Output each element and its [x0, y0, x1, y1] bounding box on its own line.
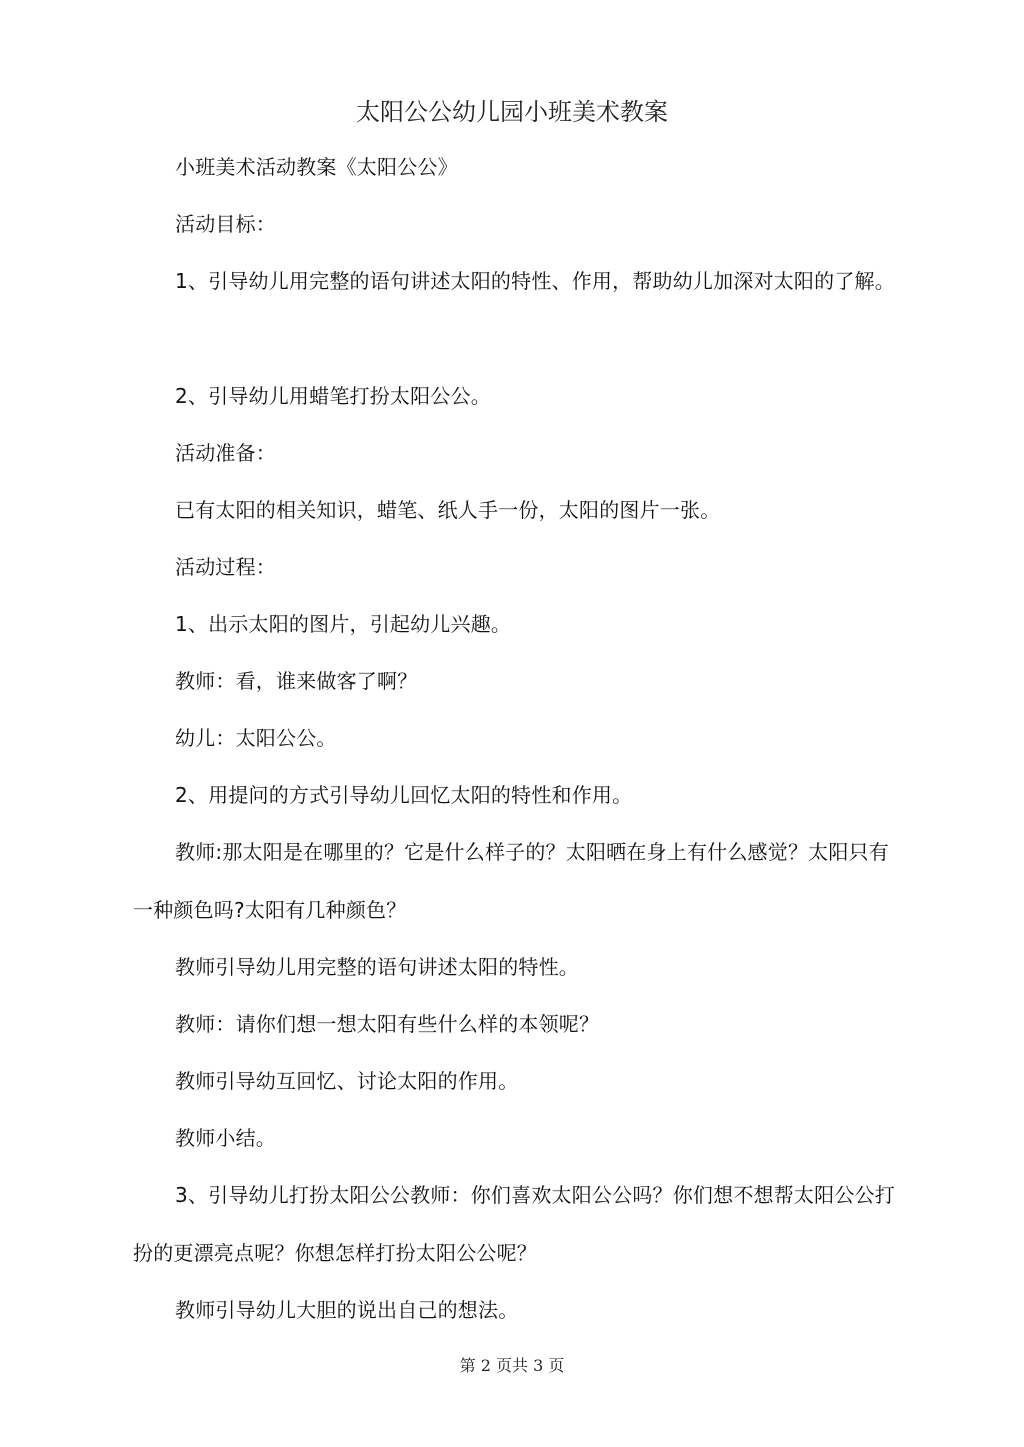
paragraph-teacher-guide-2: 教师引导幼互回忆、讨论太阳的作用。 [175, 1069, 519, 1093]
paragraph-heading-goals: 活动目标： [175, 212, 276, 236]
page-title: 太阳公公幼儿园小班美术教案 [356, 98, 668, 126]
paragraph-teacher-summary: 教师小结。 [175, 1126, 276, 1150]
paragraph-heading-preparation: 活动准备： [175, 441, 276, 465]
paragraph-step-2: 2、用提问的方式引导幼儿回忆太阳的特性和作用。 [175, 783, 633, 807]
paragraph-teacher-question-2: 教师：请你们想一想太阳有些什么样的本领呢？ [175, 1012, 600, 1036]
paragraph-goal-1: 1、引导幼儿用完整的语句讲述太阳的特性、作用，帮助幼儿加深对太阳的了解。 [175, 269, 895, 293]
paragraph-goal-2: 2、引导幼儿用蜡笔打扮太阳公公。 [175, 384, 491, 408]
paragraph-step-3: 3、引导幼儿打扮太阳公公教师：你们喜欢太阳公公吗？你们想不想帮太阳公公打扮的更漂亮点呢？你想怎样打扮太阳公公呢？ [133, 1183, 895, 1265]
paragraph-teacher-questions: 教师:那太阳是在哪里的？它是什么样子的？太阳晒在身上有什么感觉？太阳只有一种颜色吗?太阳有几种颜色？ [133, 840, 889, 922]
paragraph-teacher-line: 教师：看，谁来做客了啊？ [175, 669, 418, 693]
paragraph-child-line: 幼儿：太阳公公。 [175, 726, 337, 750]
paragraph-teacher-guide-1: 教师引导幼儿用完整的语句讲述太阳的特性。 [175, 955, 579, 979]
page-footer: 第 2 页共 3 页 [459, 1356, 565, 1375]
paragraph-step-1: 1、出示太阳的图片，引起幼儿兴趣。 [175, 612, 512, 636]
paragraph-preparation: 已有太阳的相关知识，蜡笔、纸人手一份，太阳的图片一张。 [175, 498, 721, 522]
paragraph-teacher-guide-3: 教师引导幼儿大胆的说出自己的想法。 [175, 1298, 519, 1322]
paragraph-heading-process: 活动过程： [175, 555, 276, 579]
paragraph-subtitle: 小班美术活动教案《太阳公公》 [175, 155, 458, 179]
